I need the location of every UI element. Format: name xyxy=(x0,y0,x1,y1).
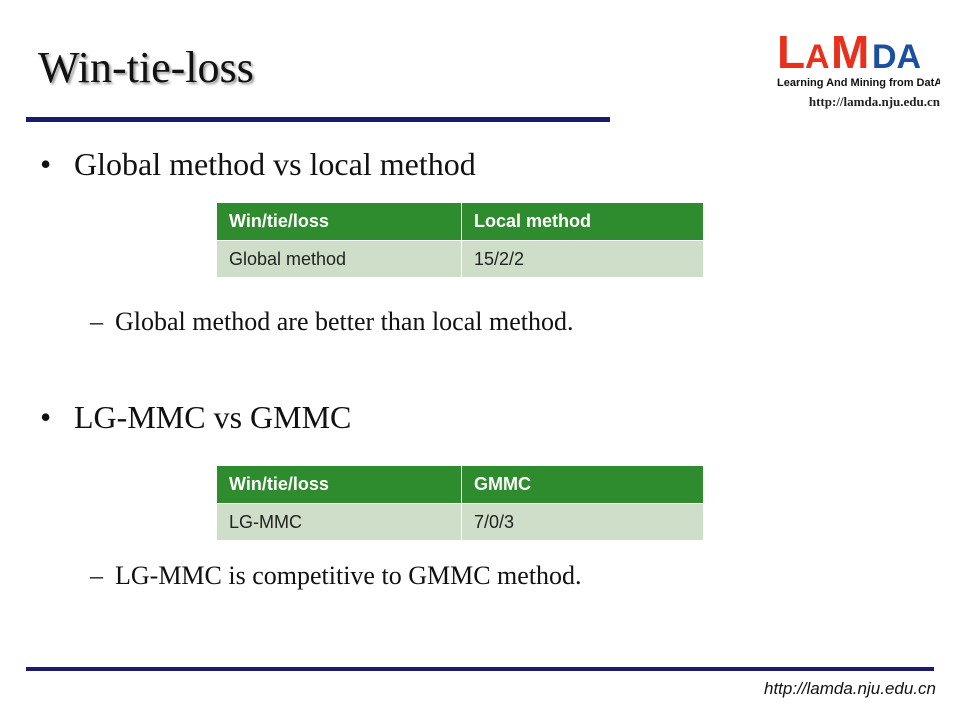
bullet-text: LG-MMC vs GMMC xyxy=(74,399,352,435)
table-header-row xyxy=(217,203,704,241)
note-text: Global method are better than local method. xyxy=(115,307,574,336)
bullet-dot: • xyxy=(40,399,52,435)
footer-url[interactable]: http://lamda.nju.edu.cn xyxy=(763,679,936,698)
lamda-logo-graphic xyxy=(775,18,940,98)
table-header-cell: Win/tie/loss xyxy=(217,203,462,241)
win-tie-loss-table-lgmmc xyxy=(216,465,704,541)
note-global-better xyxy=(90,307,573,337)
dash-marker: – xyxy=(90,561,103,590)
svg-text:DA: DA xyxy=(872,38,922,76)
bullet-text: Global method vs local method xyxy=(74,146,476,182)
svg-text:A: A xyxy=(805,38,830,76)
table-cell: Global method xyxy=(217,241,462,278)
table-row xyxy=(217,504,704,541)
footer-rule xyxy=(26,667,934,671)
note-lgmmc-competitive xyxy=(90,561,582,591)
table-header-cell: Local method xyxy=(462,203,704,241)
slide-title: Win-tie-loss xyxy=(38,43,254,92)
table-header-cell: GMMC xyxy=(462,466,704,504)
table-cell: LG-MMC xyxy=(217,504,462,541)
svg-text:Learning And Mining from DatA: Learning And Mining from DatA xyxy=(777,77,940,89)
svg-text:L: L xyxy=(777,26,806,78)
table-cell: 15/2/2 xyxy=(462,241,704,278)
table-header-cell: Win/tie/loss xyxy=(217,466,462,504)
bullet-global-vs-local xyxy=(40,146,476,183)
title-underline xyxy=(26,117,610,122)
table-row xyxy=(217,241,704,278)
table-cell: 7/0/3 xyxy=(462,504,704,541)
note-text: LG-MMC is competitive to GMMC method. xyxy=(115,561,582,590)
bullet-dot: • xyxy=(40,146,52,182)
dash-marker: – xyxy=(90,307,103,336)
bullet-lgmmc-vs-gmmc xyxy=(40,399,351,436)
table-header-row xyxy=(217,466,704,504)
logo-url[interactable]: http://lamda.nju.edu.cn xyxy=(808,94,940,109)
svg-text:M: M xyxy=(831,26,870,78)
win-tie-loss-table-global xyxy=(216,202,704,278)
